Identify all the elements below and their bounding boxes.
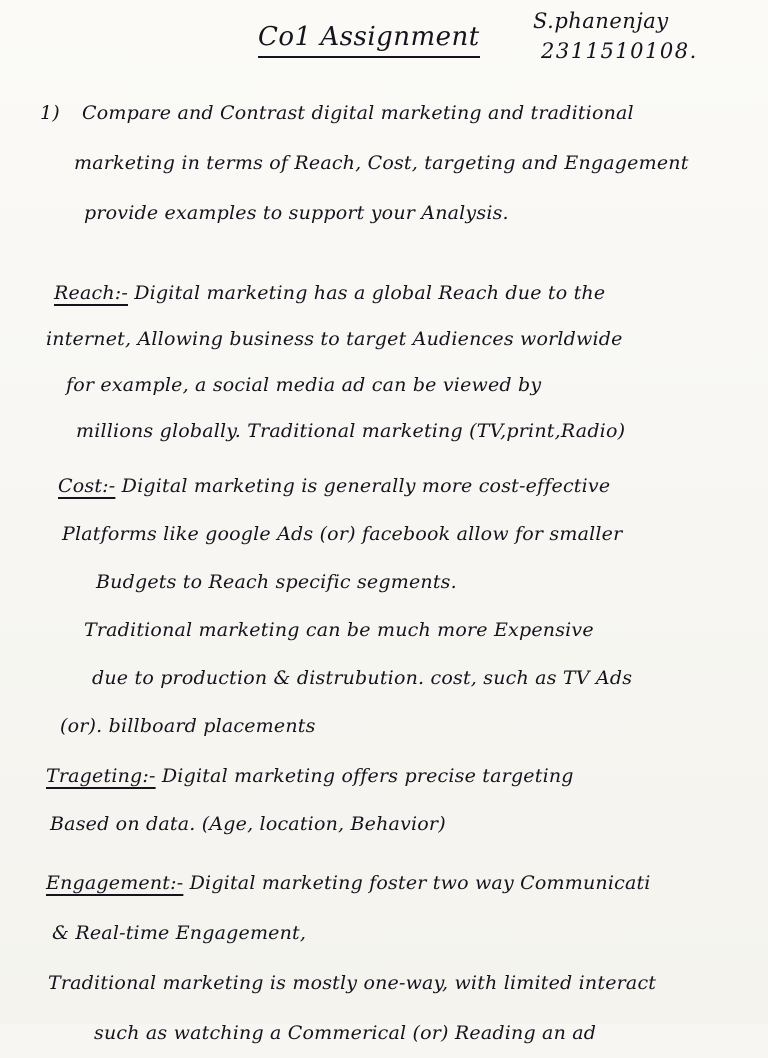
engagement-label: Engagement:- xyxy=(46,872,184,894)
reach-line: for example, a social media ad can be viewed by xyxy=(66,374,542,396)
cost-line xyxy=(40,462,752,510)
engagement-line xyxy=(40,858,752,908)
cost-line: Budgets to Reach specific segments. xyxy=(96,571,457,593)
reach-line xyxy=(40,270,752,316)
reach-line: internet, Allowing business to target Audiences worldwide xyxy=(46,328,623,350)
targeting-line: Based on data. (Age, location, Behavior) xyxy=(50,813,446,835)
engagement-text: Digital marketing foster two way Communicati xyxy=(189,872,651,894)
question-number: 1) xyxy=(40,102,60,124)
reach-line: millions globally. Traditional marketing (TV,print,Radio) xyxy=(76,420,626,442)
cost-text: Digital marketing is generally more cost-effective xyxy=(121,475,611,497)
reach-section xyxy=(40,270,752,454)
cost-line: Traditional marketing can be much more Expensive xyxy=(84,619,594,641)
engagement-line: & Real-time Engagement, xyxy=(52,922,307,944)
engagement-line: Traditional marketing is mostly one-way, with limited interact xyxy=(48,972,657,994)
author-id: 2311510108. xyxy=(541,39,698,63)
question-text: Compare and Contrast digital marketing and traditional xyxy=(82,102,634,124)
author-name: S.phanenjay xyxy=(533,9,669,33)
targeting-section xyxy=(40,752,752,848)
cost-label: Cost:- xyxy=(58,475,116,497)
question-block xyxy=(40,88,752,238)
targeting-text: Digital marketing offers precise targeting xyxy=(161,765,574,787)
engagement-section xyxy=(40,858,752,1058)
cost-line: (or). billboard placements xyxy=(60,715,316,737)
author-block xyxy=(533,6,733,66)
cost-section xyxy=(40,462,752,750)
reach-label: Reach:- xyxy=(54,282,128,304)
cost-line: Platforms like google Ads (or) facebook allow for smaller xyxy=(62,523,623,545)
question-line xyxy=(40,88,752,138)
page-title: Co1 Assignment xyxy=(258,22,480,58)
cost-line: due to production & distrubution. cost, such as TV Ads xyxy=(92,667,633,689)
targeting-label: Trageting:- xyxy=(46,765,156,787)
question-line: marketing in terms of Reach, Cost, targeting and Engagement xyxy=(74,152,689,174)
question-line: provide examples to support your Analysis. xyxy=(84,202,509,224)
engagement-line: such as watching a Commerical (or) Reading an ad xyxy=(94,1022,597,1044)
targeting-line xyxy=(40,752,752,800)
reach-text: Digital marketing has a global Reach due to the xyxy=(134,282,606,304)
